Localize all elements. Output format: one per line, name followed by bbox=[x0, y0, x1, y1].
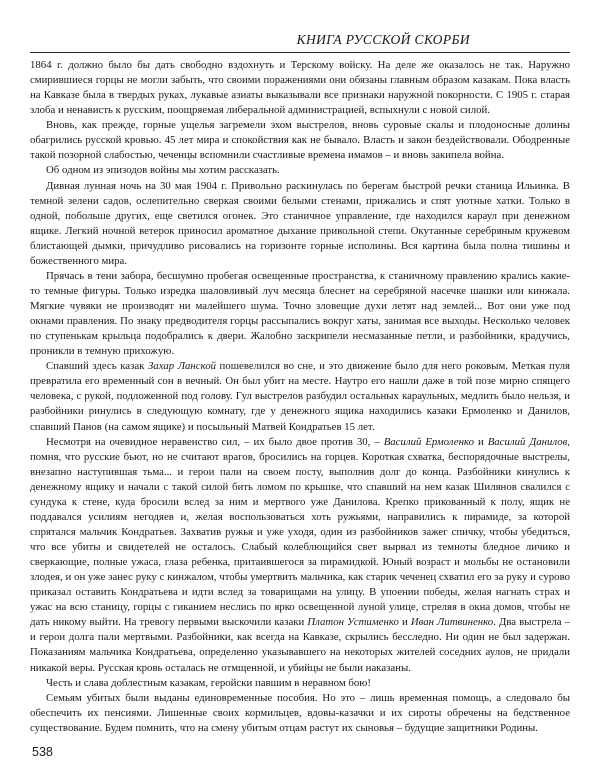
paragraph bbox=[30, 676, 570, 691]
paragraph bbox=[30, 269, 570, 359]
paragraph bbox=[30, 359, 570, 434]
text-body bbox=[30, 58, 570, 736]
name-emphasis: Платон Устименко bbox=[307, 616, 399, 629]
text-run: , помня, что русские бьют, но не считают врагов, бросились на горцев. Короткая схватка, беспорядочные выстрелы, внезапно наступившая тьма... и герои пали на своем посту, выполнив долг до конца. Разбойники кинулись к денежному ящику и начали с такой силой бить ломом по крышке, что спавший на нем казак Шилянов свалился с сундука к стене, куда бросили вслед за ним и мертвого уже Данилова. Крепко прикованный к полу, ящик не поддавался усилиям негодяев и, желая воспользоваться хоть ружьями, направились к пирамиде, за которой спрятался мальчик Кондратьев. Захватив ружья и уже уходя, один из разбойников зажег спичку, чтобы убедиться, что все убиты и свидетелей не осталось. Слабый колеблющийся свет вырвал из темноты бледное личико и сверкающие, полные ужаса, глаза ребенка, притаившегося за пирамидкой. Юный возраст и мольбы не остановили злодея, и он уже занес руку с кинжалом, чтобы умертвить мальчика, как старик чеченец схватил его за руку и сурово приказал оставить Кондратьева и идти вслед за товарищами на улицу. В упоении победы, желая нагнать страх и ужас на всю станицу, горцы с гиканием неслись по ярко освещенной луной улице, стреляя в окна домов, чтобы не дать никому выйти. На тревогу первыми выскочили казаки bbox=[30, 435, 570, 629]
paragraph bbox=[30, 435, 570, 676]
text-run: Дивная лунная ночь на 30 мая 1904 г. Привольно раскинулась по берегам быстрой речки станица Ильинка. В темной зелени садов, ослепительно сверкая своими белыми стенами, прижались и спят уютные хатки. Только в одной, побольше других, еще светился огонек. Это станичное управление, где находился караул при денежном ящике. Легкий ночной ветерок приносил ароматное дыхание привольной степи. Окутанные серебряным кружевом блистающей дымки, причудливо рисовались на горизонте горные исполины. Вся картина была полна тишины и божественного мира. bbox=[30, 179, 570, 267]
text-run: и bbox=[473, 435, 488, 448]
paragraph bbox=[30, 163, 570, 178]
name-emphasis: Иван Литвиненко bbox=[410, 616, 494, 629]
text-run: Вновь, как прежде, горные ущелья загремели эхом выстрелов, вновь суровые скалы и плодоносные долины обагрились русской кровью. 45 лет мира и спокойствия как не бывало. Власть и закон бездействовали. Ободренные такой позорной слабостью, чеченцы вспомнили счастливые времена имамов – и вновь закипела война. bbox=[30, 119, 570, 162]
page-number: 538 bbox=[32, 745, 53, 759]
text-run: Несмотря на очевидное неравенство сил, – их было двое против 30, – bbox=[46, 435, 384, 448]
text-run: Спавший здесь казак bbox=[46, 360, 148, 373]
name-emphasis: Василий Данилов bbox=[487, 435, 568, 448]
paragraph bbox=[30, 118, 570, 163]
text-run: Честь и слава доблестным казакам, геройски павшим в неравном бою! bbox=[46, 676, 371, 689]
paragraph bbox=[30, 58, 570, 118]
name-emphasis: Василий Ермоленко bbox=[383, 435, 474, 448]
text-run: Семьям убитых были выданы единовременные пособия. Но это – лишь временная помощь, а следовало бы обеспечить их пенсиями. Лишенные своих кормильцев, вдовы-казачки и их сироты обречены на бедственное существование. Будем помнить, что на смену убитым отцам растут их сыновья – будущие защитники Родины. bbox=[30, 691, 570, 734]
text-run: Прячась в тени забора, бесшумно пробегая освещенные пространства, к станичному правлению крались какие-то темные фигуры. Только изредка шаловливый луч месяца блеснет на серебряной насечке шашки или кинжала. Мягкие чувяки не производят ни малейшего шума. Точно зловещие духи летят над землей... Вот они уже под окнами правления. По знаку предводителя горцы рассыпались вокруг хаты, занимая все выходы. Несколько человек по ступенькам крыльца подобрались к двери. Жалобно заскрипели несмазанные петли, и разбойники, крадучись, проникли в темную прихожую. bbox=[30, 269, 570, 358]
paragraph bbox=[30, 179, 570, 269]
text-run: . Два выстрела – и герои долга пали мертвыми. Разбойники, как всегда на Кавказе, скрылись бесследно. Ни один не был задержан. Показаниям мальчика Кондратьева, определенно указывавшего на некоторых жителей соседних аулов, не придали никакой веры. Русская кровь осталась не отмщенной, и убийцы не были наказаны. bbox=[30, 616, 571, 674]
text-run: пошевелился во сне, и это движение было для него роковым. Меткая пуля превратила его временный сон в вечный. Он был убит на месте. Наутро его нашли даже в той позе мирно спящего человека, с рукой, подложенной под голову. Гул выстрелов разбудил остальных караульных, медлить было нельзя, и разбойники ринулись в следующую комнату, где у денежного ящика находились казаки Ермоленко и Данилов, спавший Панов (на самом ящике) и посыльный Матвей Кондратьев 15 лет. bbox=[30, 360, 570, 433]
book-title: КНИГА РУССКОЙ СКОРБИ bbox=[296, 32, 470, 47]
text-run: 1864 г. должно было бы дать свободно вздохнуть и Терскому войску. На деле же оказалось не так. Наружно смирившиеся горцы не могли забыть, что своими поражениями они обязаны главным образом казакам. Пока власть на Кавказе была в твердых руках, лукавые азиаты выказывали все признаки наружной покорности. С 1905 г. старая злоба и ненависть к русским, поощряемая либеральной администрацией, вспыхнули с новой силой. bbox=[30, 59, 570, 117]
running-header bbox=[30, 30, 570, 53]
text-run: и bbox=[398, 616, 411, 629]
name-emphasis: Захар Ланской bbox=[147, 360, 216, 373]
text-run: Об одном из эпизодов войны мы хотим рассказать. bbox=[46, 164, 280, 177]
paragraph bbox=[30, 691, 570, 736]
